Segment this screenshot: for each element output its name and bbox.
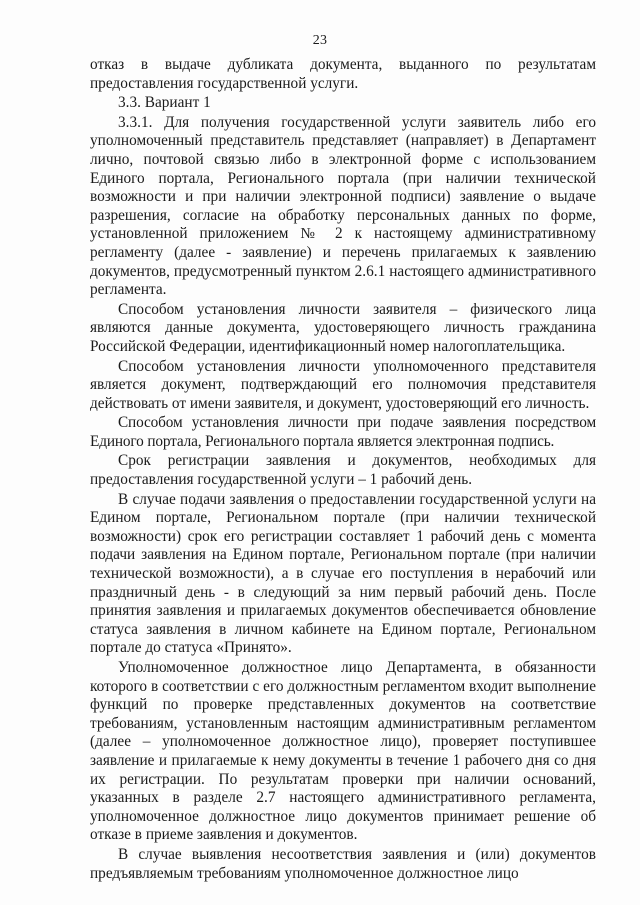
paragraph-registration-term: Срок регистрации заявления и документов, необходимых для предоставления государственной услуги – 1 рабочий день. (90, 452, 596, 489)
page-number: 23 (312, 33, 328, 48)
paragraph-portal-submission: В случае подачи заявления о предоставлении государственной услуги на Едином портале, Региональном портале (при наличии технической возможности) срок его регистрации составляет 1 рабочий день с момента подачи заявления на Едином портале, Региональном портале (при наличии технической возможности), а в случае его поступления в нерабочий или праздничный день - в следующий за ним первый рабочий день. После принятия заявления и прилагаемых документов обеспечивается обновление статуса заявления в личном кабинете на Едином портале, Региональном портале до статуса «Принято». (90, 490, 596, 657)
paragraph-3-3-1: 3.3.1. Для получения государственной услуги заявитель либо его уполномоченный представитель представляет (направляет) в Департамент лично, почтовой связью либо в электронной форме с использованием Единого портала, Регионального портала (при наличии технической возможности и при наличии электронной подписи) заявление о выдаче разрешения, согласие на обработку персональных данных по форме, установленной приложением № 2 к настоящему административному регламенту (далее - заявление) и перечень прилагаемых к заявлению документов, предусмотренный пунктом 2.6.1 настоящего административного регламента. (90, 113, 596, 299)
paragraph-inconsistency: В случае выявления несоответствия заявления и (или) документов предъявляемым требованиям уполномоченное должностное лицо (90, 845, 596, 882)
document-body (90, 56, 596, 883)
paragraph-authorized-official: Уполномоченное должностное лицо Департамента, в обязанности которого в соответствии с его должностным регламентом входит выполнение функций по проверке представленных документов на соответствие требованиям, установленным настоящим административным регламентом (далее – уполномоченное должностное лицо), проверяет поступившее заявление и прилагаемые к нему документы в течение 1 рабочего дня со дня их регистрации. По результатам проверки при наличии оснований, указанных в разделе 2.7 настоящего административного регламента, уполномоченное должностное лицо документов принимает решение об отказе в приеме заявления и документов. (90, 659, 596, 844)
section-heading-variant-1: 3.3. Вариант 1 (118, 94, 211, 112)
paragraph-identity-representative: Способом установления личности уполномоченного представителя является документ, подтверждающий его полномочия представителя действовать от имени заявителя, и документ, удостоверяющий его личность. (90, 357, 596, 412)
paragraph-continuation: отказ в выдаче дубликата документа, выданного по результатам предоставления государственной услуги. (90, 56, 596, 92)
paragraph-identity-portal: Способом установления личности при подаче заявления посредством Единого портала, Регионального портала является электронная подпись. (90, 414, 596, 450)
paragraph-identity-applicant: Способом установления личности заявителя – физического лица являются данные документа, удостоверяющего личность гражданина Российской Федерации, идентификационный номер налогоплательщика. (90, 300, 596, 355)
